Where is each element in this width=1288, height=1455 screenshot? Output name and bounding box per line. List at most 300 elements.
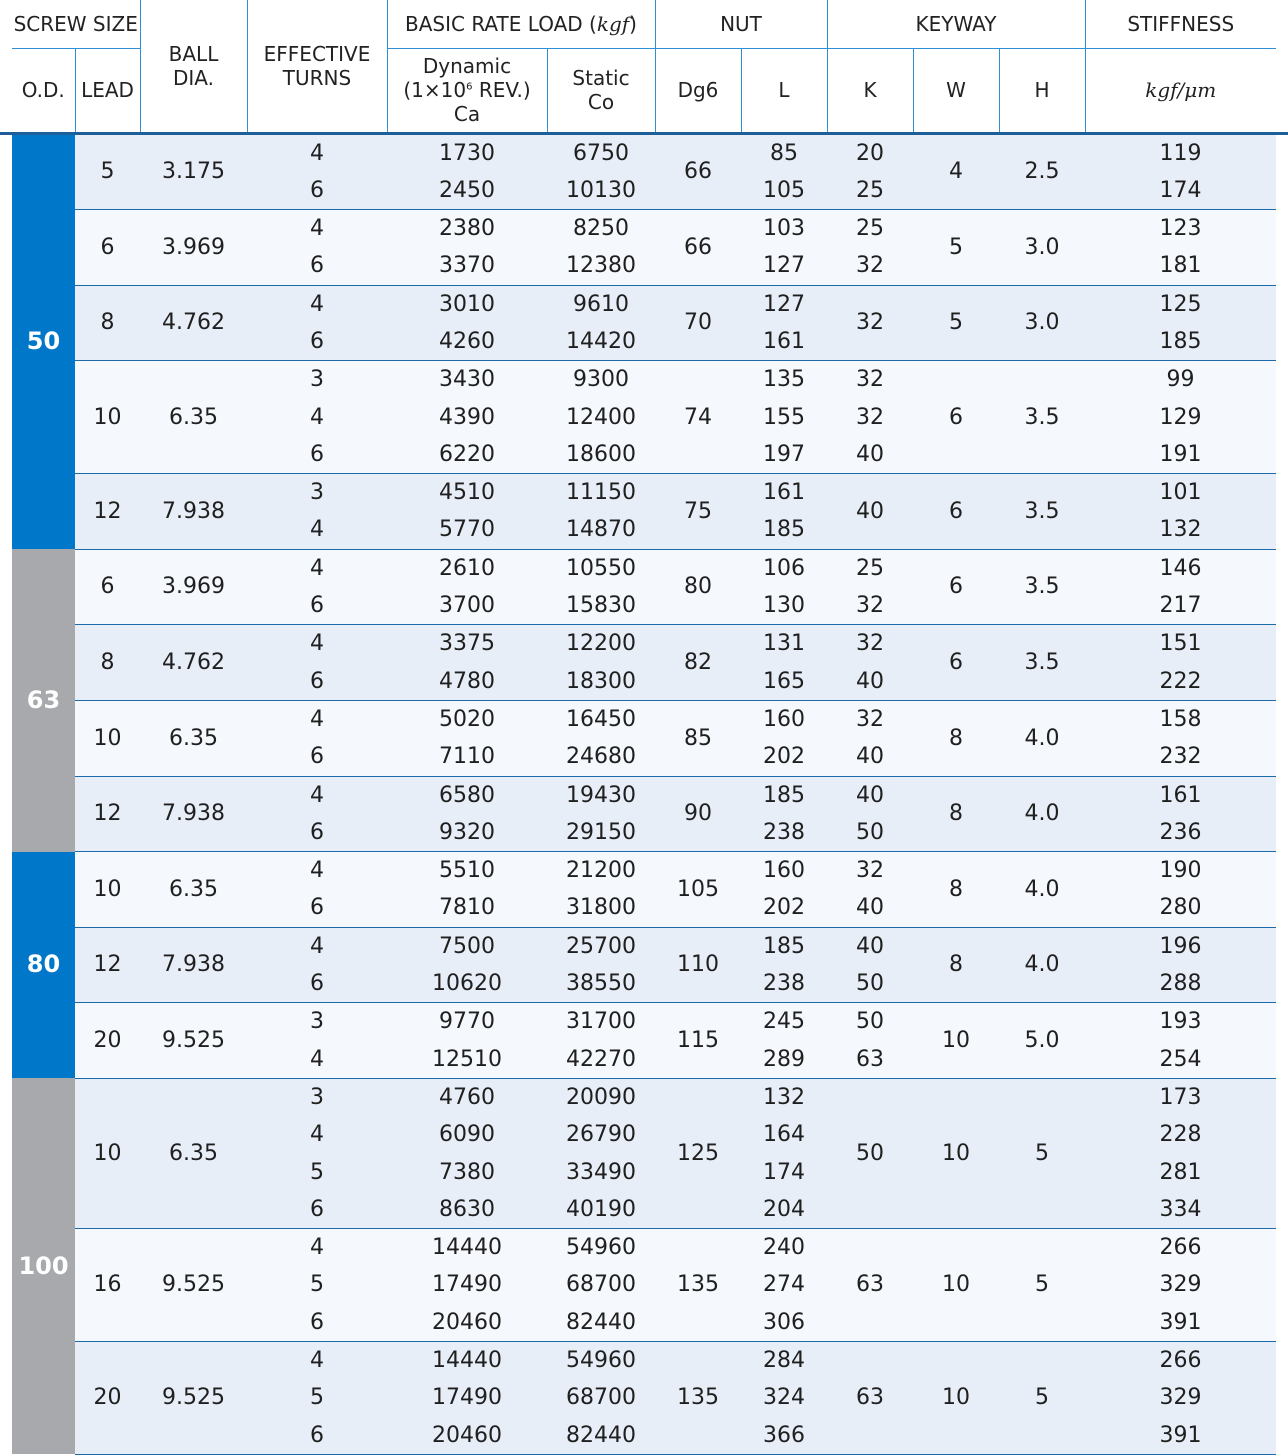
keyway-k-cell-value: 25 bbox=[856, 177, 884, 203]
keyway-h-cell: 4.0 bbox=[999, 700, 1085, 776]
header-turns-line1: EFFECTIVE bbox=[263, 41, 371, 66]
static-load-cell-value: 14420 bbox=[566, 328, 636, 354]
dynamic-load-cell-value: 14440 bbox=[432, 1348, 502, 1373]
dg6-cell: 66 bbox=[655, 133, 741, 210]
keyway-k-cell bbox=[827, 625, 913, 701]
turns-cell bbox=[247, 549, 387, 625]
stiffness-cell bbox=[1085, 285, 1276, 361]
keyway-k-cell-value: 40 bbox=[856, 933, 884, 959]
table-row bbox=[0, 625, 1288, 701]
keyway-k-cell bbox=[827, 361, 913, 474]
row-gap-right bbox=[1276, 1342, 1288, 1455]
dg6-cell: 135 bbox=[655, 1342, 741, 1455]
header-od bbox=[12, 48, 75, 133]
static-load-cell-value: 40190 bbox=[566, 1196, 636, 1222]
dynamic-load-cell-value: 7380 bbox=[439, 1159, 495, 1185]
lead-cell: 20 bbox=[75, 1342, 140, 1455]
turns-cell bbox=[247, 361, 387, 474]
stiffness-cell-value: 125 bbox=[1159, 291, 1202, 317]
ball-dia-cell: 9.525 bbox=[140, 1229, 247, 1342]
dynamic-load-cell-value: 3430 bbox=[439, 367, 495, 393]
turns-cell-value: 4 bbox=[310, 555, 324, 581]
length-cell bbox=[741, 1003, 827, 1079]
static-load-cell-value: 20090 bbox=[566, 1084, 636, 1110]
static-load-cell bbox=[547, 474, 655, 550]
keyway-w-cell: 10 bbox=[913, 1078, 999, 1228]
row-gap-right bbox=[1276, 133, 1288, 210]
length-cell-value: 174 bbox=[763, 1159, 805, 1185]
table-row bbox=[0, 474, 1288, 550]
static-load-cell-value: 12400 bbox=[566, 404, 636, 430]
header-load-close: ) bbox=[629, 11, 637, 36]
table-row bbox=[0, 549, 1288, 625]
stiffness-cell-value: 101 bbox=[1159, 480, 1202, 506]
ball-dia-cell: 3.969 bbox=[140, 210, 247, 286]
lead-cell: 10 bbox=[75, 852, 140, 928]
keyway-w-cell: 8 bbox=[913, 700, 999, 776]
dynamic-load-cell-value: 6220 bbox=[439, 441, 495, 467]
header-lead bbox=[75, 48, 140, 133]
length-cell-value: 245 bbox=[763, 1009, 805, 1035]
header-gap-right bbox=[1276, 0, 1288, 133]
length-cell bbox=[741, 549, 827, 625]
stiffness-cell-value: 391 bbox=[1159, 1309, 1202, 1335]
length-cell bbox=[741, 625, 827, 701]
dynamic-load-cell bbox=[387, 852, 547, 928]
keyway-k-cell bbox=[827, 1078, 913, 1228]
dynamic-load-cell bbox=[387, 1229, 547, 1342]
length-cell-value: 366 bbox=[763, 1422, 805, 1448]
static-load-cell bbox=[547, 1078, 655, 1228]
length-cell-value: 132 bbox=[763, 1084, 805, 1110]
keyway-k-cell-value: 32 bbox=[856, 404, 884, 430]
dynamic-load-cell-value: 17490 bbox=[432, 1272, 502, 1298]
length-cell-value: 160 bbox=[763, 858, 805, 884]
ball-dia-cell: 9.525 bbox=[140, 1342, 247, 1455]
turns-cell-value: 4 bbox=[310, 291, 324, 317]
dynamic-load-cell-value: 4390 bbox=[439, 404, 495, 430]
dynamic-load-cell-value: 5020 bbox=[439, 706, 495, 732]
length-cell-value: 103 bbox=[763, 216, 805, 242]
turns-cell-value: 6 bbox=[310, 1422, 324, 1448]
dynamic-load-cell-value: 6580 bbox=[439, 782, 495, 808]
length-cell bbox=[741, 361, 827, 474]
keyway-k-cell-value: 40 bbox=[856, 744, 884, 770]
row-gap-right bbox=[1276, 361, 1288, 474]
keyway-h-cell: 3.5 bbox=[999, 549, 1085, 625]
table-row bbox=[0, 361, 1288, 474]
length-cell-value: 165 bbox=[763, 668, 805, 694]
keyway-k-cell-value: 40 bbox=[856, 895, 884, 921]
table-row bbox=[0, 927, 1288, 1003]
keyway-k-cell-value: 63 bbox=[856, 1385, 884, 1411]
dynamic-load-cell-value: 20460 bbox=[432, 1309, 502, 1335]
length-cell-value: 85 bbox=[770, 140, 798, 166]
keyway-h-cell: 3.0 bbox=[999, 285, 1085, 361]
stiffness-cell-value: 190 bbox=[1159, 858, 1202, 884]
keyway-w-cell: 10 bbox=[913, 1342, 999, 1455]
ball-dia-cell: 4.762 bbox=[140, 625, 247, 701]
stiffness-cell-value: 193 bbox=[1159, 1009, 1202, 1035]
turns-cell bbox=[247, 625, 387, 701]
lead-cell: 12 bbox=[75, 776, 140, 852]
static-load-cell-value: 9300 bbox=[573, 367, 629, 393]
stiffness-cell-value: 129 bbox=[1159, 404, 1202, 430]
stiffness-cell bbox=[1085, 210, 1276, 286]
turns-cell-value: 5 bbox=[310, 1385, 324, 1411]
length-cell-value: 161 bbox=[763, 328, 805, 354]
turns-cell-value: 4 bbox=[310, 933, 324, 959]
length-cell-value: 164 bbox=[763, 1122, 805, 1148]
stiffness-cell-value: 173 bbox=[1159, 1084, 1202, 1110]
static-load-cell bbox=[547, 210, 655, 286]
turns-cell bbox=[247, 927, 387, 1003]
dynamic-load-cell bbox=[387, 776, 547, 852]
lead-cell: 10 bbox=[75, 361, 140, 474]
static-load-cell-value: 42270 bbox=[566, 1046, 636, 1072]
dynamic-load-cell-value: 6090 bbox=[439, 1122, 495, 1148]
row-gap-left bbox=[0, 133, 12, 549]
dynamic-load-cell-value: 9320 bbox=[439, 819, 495, 845]
od-group-cell: 80 bbox=[12, 852, 75, 1079]
static-load-cell-value: 68700 bbox=[566, 1272, 636, 1298]
row-gap-right bbox=[1276, 776, 1288, 852]
length-cell bbox=[741, 285, 827, 361]
lead-cell: 16 bbox=[75, 1229, 140, 1342]
keyway-h-cell: 5 bbox=[999, 1342, 1085, 1455]
row-gap-left bbox=[0, 549, 12, 851]
length-cell-value: 306 bbox=[763, 1309, 805, 1335]
keyway-h-cell: 3.5 bbox=[999, 361, 1085, 474]
row-gap-right bbox=[1276, 549, 1288, 625]
length-cell-value: 202 bbox=[763, 744, 805, 770]
static-load-cell bbox=[547, 776, 655, 852]
header-static-line1: Static bbox=[572, 66, 630, 90]
dynamic-load-cell bbox=[387, 361, 547, 474]
keyway-h-cell: 3.5 bbox=[999, 474, 1085, 550]
row-gap-left bbox=[0, 1078, 12, 1454]
keyway-k-cell-value: 25 bbox=[856, 216, 884, 242]
header-l-label: L bbox=[778, 78, 790, 102]
dynamic-load-cell-value: 3700 bbox=[439, 593, 495, 619]
table-row bbox=[0, 852, 1288, 928]
static-load-cell bbox=[547, 1229, 655, 1342]
stiffness-cell bbox=[1085, 1342, 1276, 1455]
static-load-cell-value: 54960 bbox=[566, 1348, 636, 1373]
header-lead-label: LEAD bbox=[81, 78, 134, 102]
stiffness-cell-value: 123 bbox=[1159, 216, 1202, 242]
turns-cell-value: 4 bbox=[310, 782, 324, 808]
turns-cell-value: 4 bbox=[310, 1235, 324, 1261]
static-load-cell-value: 6750 bbox=[573, 140, 629, 166]
lead-cell: 8 bbox=[75, 285, 140, 361]
keyway-h-cell: 3.5 bbox=[999, 625, 1085, 701]
keyway-w-cell: 8 bbox=[913, 776, 999, 852]
dynamic-load-cell-value: 5770 bbox=[439, 517, 495, 543]
header-dynamic-line1: Dynamic bbox=[422, 54, 512, 78]
dynamic-load-cell-value: 2380 bbox=[439, 216, 495, 242]
length-cell-value: 161 bbox=[763, 480, 805, 506]
length-cell bbox=[741, 474, 827, 550]
keyway-w-cell: 5 bbox=[913, 210, 999, 286]
turns-cell bbox=[247, 852, 387, 928]
header-dynamic bbox=[387, 48, 547, 133]
length-cell-value: 160 bbox=[763, 706, 805, 732]
turns-cell-value: 3 bbox=[310, 1084, 324, 1110]
length-cell-value: 185 bbox=[763, 933, 805, 959]
keyway-h-cell: 4.0 bbox=[999, 776, 1085, 852]
stiffness-cell-value: 158 bbox=[1159, 706, 1202, 732]
table-row bbox=[0, 1229, 1288, 1342]
stiffness-cell bbox=[1085, 852, 1276, 928]
dynamic-load-cell bbox=[387, 133, 547, 210]
turns-cell bbox=[247, 285, 387, 361]
stiffness-cell bbox=[1085, 625, 1276, 701]
static-load-cell bbox=[547, 1342, 655, 1455]
keyway-k-cell-value: 40 bbox=[856, 498, 884, 524]
keyway-k-cell-value: 63 bbox=[856, 1046, 884, 1072]
header-k-label: K bbox=[863, 78, 877, 102]
stiffness-cell-value: 281 bbox=[1159, 1159, 1202, 1185]
keyway-k-cell-value: 32 bbox=[856, 253, 884, 279]
dg6-cell: 135 bbox=[655, 1229, 741, 1342]
table-row bbox=[0, 776, 1288, 852]
length-cell-value: 130 bbox=[763, 593, 805, 619]
dynamic-load-cell bbox=[387, 210, 547, 286]
static-load-cell-value: 18300 bbox=[566, 668, 636, 694]
turns-cell-value: 6 bbox=[310, 1309, 324, 1335]
dg6-cell: 74 bbox=[655, 361, 741, 474]
keyway-k-cell bbox=[827, 1342, 913, 1455]
keyway-k-cell bbox=[827, 285, 913, 361]
keyway-k-cell-value: 63 bbox=[856, 1272, 884, 1298]
stiffness-cell-value: 280 bbox=[1159, 895, 1202, 921]
static-load-cell-value: 29150 bbox=[566, 819, 636, 845]
dg6-cell: 85 bbox=[655, 700, 741, 776]
stiffness-cell-value: 99 bbox=[1166, 367, 1195, 393]
dynamic-load-cell-value: 10620 bbox=[432, 971, 502, 997]
static-load-cell bbox=[547, 133, 655, 210]
stiffness-cell-value: 191 bbox=[1159, 441, 1202, 467]
turns-cell-value: 5 bbox=[310, 1159, 324, 1185]
header-static bbox=[547, 48, 655, 133]
length-cell-value: 238 bbox=[763, 819, 805, 845]
turns-cell-value: 6 bbox=[310, 971, 324, 997]
turns-cell-value: 3 bbox=[310, 480, 324, 506]
turns-cell-value: 6 bbox=[310, 441, 324, 467]
length-cell-value: 135 bbox=[763, 367, 805, 393]
dynamic-load-cell-value: 3370 bbox=[439, 253, 495, 279]
dynamic-load-cell-value: 3010 bbox=[439, 291, 495, 317]
static-load-cell-value: 82440 bbox=[566, 1309, 636, 1335]
header-stiffness-unit bbox=[1085, 48, 1276, 133]
static-load-cell bbox=[547, 927, 655, 1003]
header-basic-rate-load bbox=[387, 0, 655, 48]
keyway-k-cell-value: 20 bbox=[856, 140, 884, 166]
turns-cell bbox=[247, 1342, 387, 1455]
lead-cell: 5 bbox=[75, 133, 140, 210]
length-cell bbox=[741, 776, 827, 852]
length-cell bbox=[741, 210, 827, 286]
keyway-k-cell-value: 32 bbox=[856, 593, 884, 619]
keyway-h-cell: 5 bbox=[999, 1078, 1085, 1228]
lead-cell: 12 bbox=[75, 474, 140, 550]
turns-cell-value: 6 bbox=[310, 593, 324, 619]
keyway-k-cell bbox=[827, 852, 913, 928]
stiffness-cell bbox=[1085, 549, 1276, 625]
length-cell bbox=[741, 1342, 827, 1455]
ball-dia-cell: 7.938 bbox=[140, 776, 247, 852]
header-screw-size bbox=[12, 0, 140, 48]
dg6-cell: 115 bbox=[655, 1003, 741, 1079]
length-cell-value: 238 bbox=[763, 971, 805, 997]
turns-cell-value: 4 bbox=[310, 404, 324, 430]
dynamic-load-cell-value: 2450 bbox=[439, 177, 495, 203]
header-stiffness bbox=[1085, 0, 1276, 48]
static-load-cell-value: 8250 bbox=[573, 216, 629, 242]
stiffness-cell-value: 334 bbox=[1159, 1196, 1202, 1222]
turns-cell-value: 4 bbox=[310, 858, 324, 884]
header-w bbox=[913, 48, 999, 133]
keyway-w-cell: 5 bbox=[913, 285, 999, 361]
length-cell-value: 240 bbox=[763, 1235, 805, 1261]
dynamic-load-cell-value: 9770 bbox=[439, 1009, 495, 1035]
header-ball-dia-line2: DIA. bbox=[173, 65, 214, 90]
keyway-k-cell bbox=[827, 210, 913, 286]
static-load-cell-value: 19430 bbox=[566, 782, 636, 808]
dynamic-load-cell-value: 5510 bbox=[439, 858, 495, 884]
header-nut-label: NUT bbox=[720, 11, 762, 36]
keyway-w-cell: 10 bbox=[913, 1003, 999, 1079]
table-row bbox=[0, 133, 1288, 210]
turns-cell-value: 6 bbox=[310, 819, 324, 845]
length-cell-value: 185 bbox=[763, 517, 805, 543]
static-load-cell-value: 82440 bbox=[566, 1422, 636, 1448]
stiffness-cell-value: 181 bbox=[1159, 253, 1202, 279]
static-load-cell-value: 68700 bbox=[566, 1385, 636, 1411]
static-load-cell-value: 24680 bbox=[566, 744, 636, 770]
table-row bbox=[0, 1003, 1288, 1079]
turns-cell bbox=[247, 474, 387, 550]
turns-cell-value: 4 bbox=[310, 517, 324, 543]
lead-cell: 6 bbox=[75, 549, 140, 625]
turns-cell bbox=[247, 776, 387, 852]
header-ball-dia-line1: BALL bbox=[168, 41, 219, 66]
length-cell-value: 202 bbox=[763, 895, 805, 921]
length-cell bbox=[741, 927, 827, 1003]
static-load-cell-value: 31800 bbox=[566, 895, 636, 921]
static-load-cell bbox=[547, 361, 655, 474]
row-gap-right bbox=[1276, 852, 1288, 928]
dynamic-load-cell bbox=[387, 1078, 547, 1228]
header-k bbox=[827, 48, 913, 133]
stiffness-cell-value: 217 bbox=[1159, 593, 1202, 619]
dg6-cell: 82 bbox=[655, 625, 741, 701]
keyway-k-cell bbox=[827, 1003, 913, 1079]
static-load-cell bbox=[547, 549, 655, 625]
dynamic-load-cell-value: 7110 bbox=[439, 744, 495, 770]
ball-dia-cell: 9.525 bbox=[140, 1003, 247, 1079]
stiffness-cell-value: 132 bbox=[1159, 517, 1202, 543]
header-h bbox=[999, 48, 1085, 133]
keyway-k-cell bbox=[827, 1229, 913, 1342]
turns-cell-value: 5 bbox=[310, 1272, 324, 1298]
dynamic-load-cell bbox=[387, 285, 547, 361]
static-load-cell-value: 54960 bbox=[566, 1235, 636, 1261]
keyway-k-cell bbox=[827, 549, 913, 625]
dynamic-load-cell-value: 1730 bbox=[439, 140, 495, 166]
turns-cell bbox=[247, 133, 387, 210]
keyway-k-cell-value: 50 bbox=[856, 1009, 884, 1035]
keyway-k-cell-value: 50 bbox=[856, 819, 884, 845]
stiffness-cell-value: 196 bbox=[1159, 933, 1202, 959]
static-load-cell-value: 9610 bbox=[573, 291, 629, 317]
keyway-h-cell: 3.0 bbox=[999, 210, 1085, 286]
dynamic-load-cell bbox=[387, 1003, 547, 1079]
turns-cell-value: 6 bbox=[310, 1196, 324, 1222]
static-load-cell-value: 21200 bbox=[566, 858, 636, 884]
header-turns-line2: TURNS bbox=[282, 65, 352, 90]
dynamic-load-cell bbox=[387, 700, 547, 776]
stiffness-cell-value: 146 bbox=[1159, 555, 1202, 581]
row-gap-left bbox=[0, 852, 12, 1079]
ball-dia-cell: 6.35 bbox=[140, 1078, 247, 1228]
static-load-cell-value: 31700 bbox=[566, 1009, 636, 1035]
dynamic-load-cell bbox=[387, 927, 547, 1003]
length-cell-value: 197 bbox=[763, 441, 805, 467]
dg6-cell: 80 bbox=[655, 549, 741, 625]
header-l bbox=[741, 48, 827, 133]
dynamic-load-cell-value: 4760 bbox=[439, 1084, 495, 1110]
keyway-k-cell-value: 50 bbox=[856, 1140, 884, 1166]
header-nut bbox=[655, 0, 827, 48]
length-cell-value: 204 bbox=[763, 1196, 805, 1222]
header-od-label: O.D. bbox=[21, 78, 65, 102]
keyway-k-cell-value: 32 bbox=[856, 858, 884, 884]
keyway-k-cell bbox=[827, 474, 913, 550]
static-load-cell-value: 15830 bbox=[566, 593, 636, 619]
header-ball-dia bbox=[140, 0, 247, 133]
stiffness-cell bbox=[1085, 474, 1276, 550]
length-cell-value: 324 bbox=[763, 1385, 805, 1411]
od-group-cell: 50 bbox=[12, 133, 75, 549]
static-load-cell-value: 12380 bbox=[566, 253, 636, 279]
ball-dia-cell: 3.969 bbox=[140, 549, 247, 625]
dynamic-load-cell-value: 4510 bbox=[439, 480, 495, 506]
stiffness-cell-value: 151 bbox=[1159, 631, 1202, 657]
length-cell-value: 274 bbox=[763, 1272, 805, 1298]
length-cell-value: 284 bbox=[763, 1348, 805, 1373]
header-dg6-label: Dg6 bbox=[677, 78, 719, 102]
turns-cell bbox=[247, 210, 387, 286]
dynamic-load-cell bbox=[387, 549, 547, 625]
ball-dia-cell: 6.35 bbox=[140, 852, 247, 928]
spec-table-body bbox=[0, 133, 1288, 1454]
header-screw-size-label: SCREW SIZE bbox=[13, 11, 138, 36]
ball-dia-cell: 6.35 bbox=[140, 700, 247, 776]
row-gap-right bbox=[1276, 700, 1288, 776]
keyway-k-cell bbox=[827, 927, 913, 1003]
ball-dia-cell: 3.175 bbox=[140, 133, 247, 210]
header-dynamic-line2a: (1×10 bbox=[403, 78, 467, 102]
dynamic-load-cell-value: 3375 bbox=[439, 631, 495, 657]
keyway-w-cell: 8 bbox=[913, 852, 999, 928]
turns-cell-value: 6 bbox=[310, 668, 324, 694]
keyway-k-cell-value: 50 bbox=[856, 971, 884, 997]
dynamic-load-cell bbox=[387, 474, 547, 550]
stiffness-cell bbox=[1085, 1003, 1276, 1079]
turns-cell bbox=[247, 1078, 387, 1228]
